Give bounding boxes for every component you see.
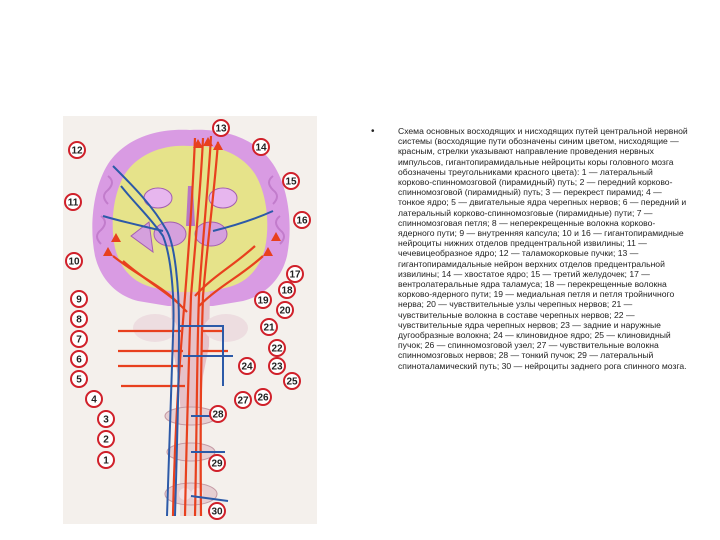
label-marker-8: [71, 311, 87, 327]
label-number: 1: [103, 455, 109, 467]
label-number: 10: [68, 256, 80, 268]
label-number: 9: [76, 294, 82, 306]
label-marker-22: [269, 340, 285, 356]
label-number: 17: [289, 269, 301, 281]
label-marker-19: [255, 292, 271, 308]
label-number: 13: [215, 123, 227, 135]
label-number: 27: [237, 395, 249, 407]
label-number: 22: [271, 343, 283, 355]
label-number: 24: [241, 361, 253, 373]
label-marker-14: [253, 139, 269, 155]
label-marker-17: [287, 266, 303, 282]
label-marker-12: [69, 142, 85, 158]
label-number: 8: [76, 314, 82, 326]
label-number: 21: [263, 322, 275, 334]
label-marker-1: [98, 452, 114, 468]
label-marker-27: [235, 392, 251, 408]
label-number: 16: [296, 215, 308, 227]
label-number: 14: [255, 142, 267, 154]
label-marker-2: [98, 431, 114, 447]
label-marker-16: [294, 212, 310, 228]
label-marker-23: [269, 358, 285, 374]
label-marker-5: [71, 371, 87, 387]
bullet: •: [371, 126, 375, 137]
figure-caption: Схема основных восходящих и нисходящих путей центральной нервной системы (восходящие пути обозначены синим цветом, нисходящие — красным, стрелки указывают направление проведения нервных импульсов, гигантопирамидальные нейроциты коры головного мозга обозначены треугольниками красного цвета): 1 — латеральный корково-спинномозговой (пирамидный) путь; 2 — передний корково-спинномозговой (пирамидный) путь; 3 — перекрест пирамид; 4 — тонкое ядро; 5 — двигательные ядра черепных нервов; 6 — передний и латеральный корково-спинномозговые (пирамидные) пути; 7 — спинномозговая петля; 8 — неперекрещенные волокна корково-ядерного пути; 9 — внутренняя капсула; 10 и 16 — гигантопирамидные нейроциты нижних отделов предцентральной извилины; 11 — чечевицеобразное ядро; 12 — таламокорковые пучки; 13 — гигантопирамидальные нейрон верхних отделов предцентральной извилины; 14 — хвостатое ядро; 15 — третий желудочек; 17 — вентролатеральные ядра таламуса; 18 — перекрещенные волокна корково-ядерного пути; 19 — медиальная петля и петля тройничного нерва; 20 — чувствительные узлы черепных нервов; 21 — чувствительные волокна в составе черепных нервов; 22 — чувствительные ядра черепных нервов; 23 — задние и наружные дугообразные волокна; 24 — клиновидное ядро; 25 — клиновидный пучок; 26 — спинномозговой узел; 27 — чувствительные волокна спинномозговых нервов; 28 — тонкий пучок; 29 — латеральный спиноталамический путь; 30 — нейроциты заднего рога спинного мозга.: [398, 126, 688, 371]
label-marker-26: [255, 389, 271, 405]
label-marker-25: [284, 373, 300, 389]
label-number: 7: [76, 334, 82, 346]
label-marker-15: [283, 173, 299, 189]
label-marker-7: [71, 331, 87, 347]
label-marker-9: [71, 291, 87, 307]
label-marker-28: [210, 406, 226, 422]
label-number: 20: [279, 305, 291, 317]
label-marker-20: [277, 302, 293, 318]
label-number: 28: [212, 409, 224, 421]
label-marker-6: [71, 351, 87, 367]
label-number: 3: [103, 414, 109, 426]
label-number: 12: [71, 145, 83, 157]
label-marker-10: [66, 253, 82, 269]
label-marker-13: [213, 120, 229, 136]
label-number: 26: [257, 392, 269, 404]
label-marker-3: [98, 411, 114, 427]
label-marker-30: [209, 503, 225, 519]
label-marker-29: [209, 455, 225, 471]
label-marker-21: [261, 319, 277, 335]
label-number: 25: [286, 376, 298, 388]
label-number: 2: [103, 434, 109, 446]
label-marker-4: [86, 391, 102, 407]
label-number: 30: [211, 506, 223, 518]
label-number: 15: [285, 176, 297, 188]
label-marker-11: [65, 194, 81, 210]
label-number: 23: [271, 361, 283, 373]
label-marker-18: [279, 282, 295, 298]
label-number: 11: [67, 197, 79, 209]
label-number: 4: [91, 394, 97, 406]
label-number: 18: [281, 285, 293, 297]
label-marker-24: [239, 358, 255, 374]
pathways-diagram: [63, 116, 317, 524]
label-number: 19: [257, 295, 269, 307]
label-number: 6: [76, 354, 82, 366]
diagram-svg: [63, 116, 317, 524]
label-number: 5: [76, 374, 82, 386]
label-number: 29: [211, 458, 223, 470]
